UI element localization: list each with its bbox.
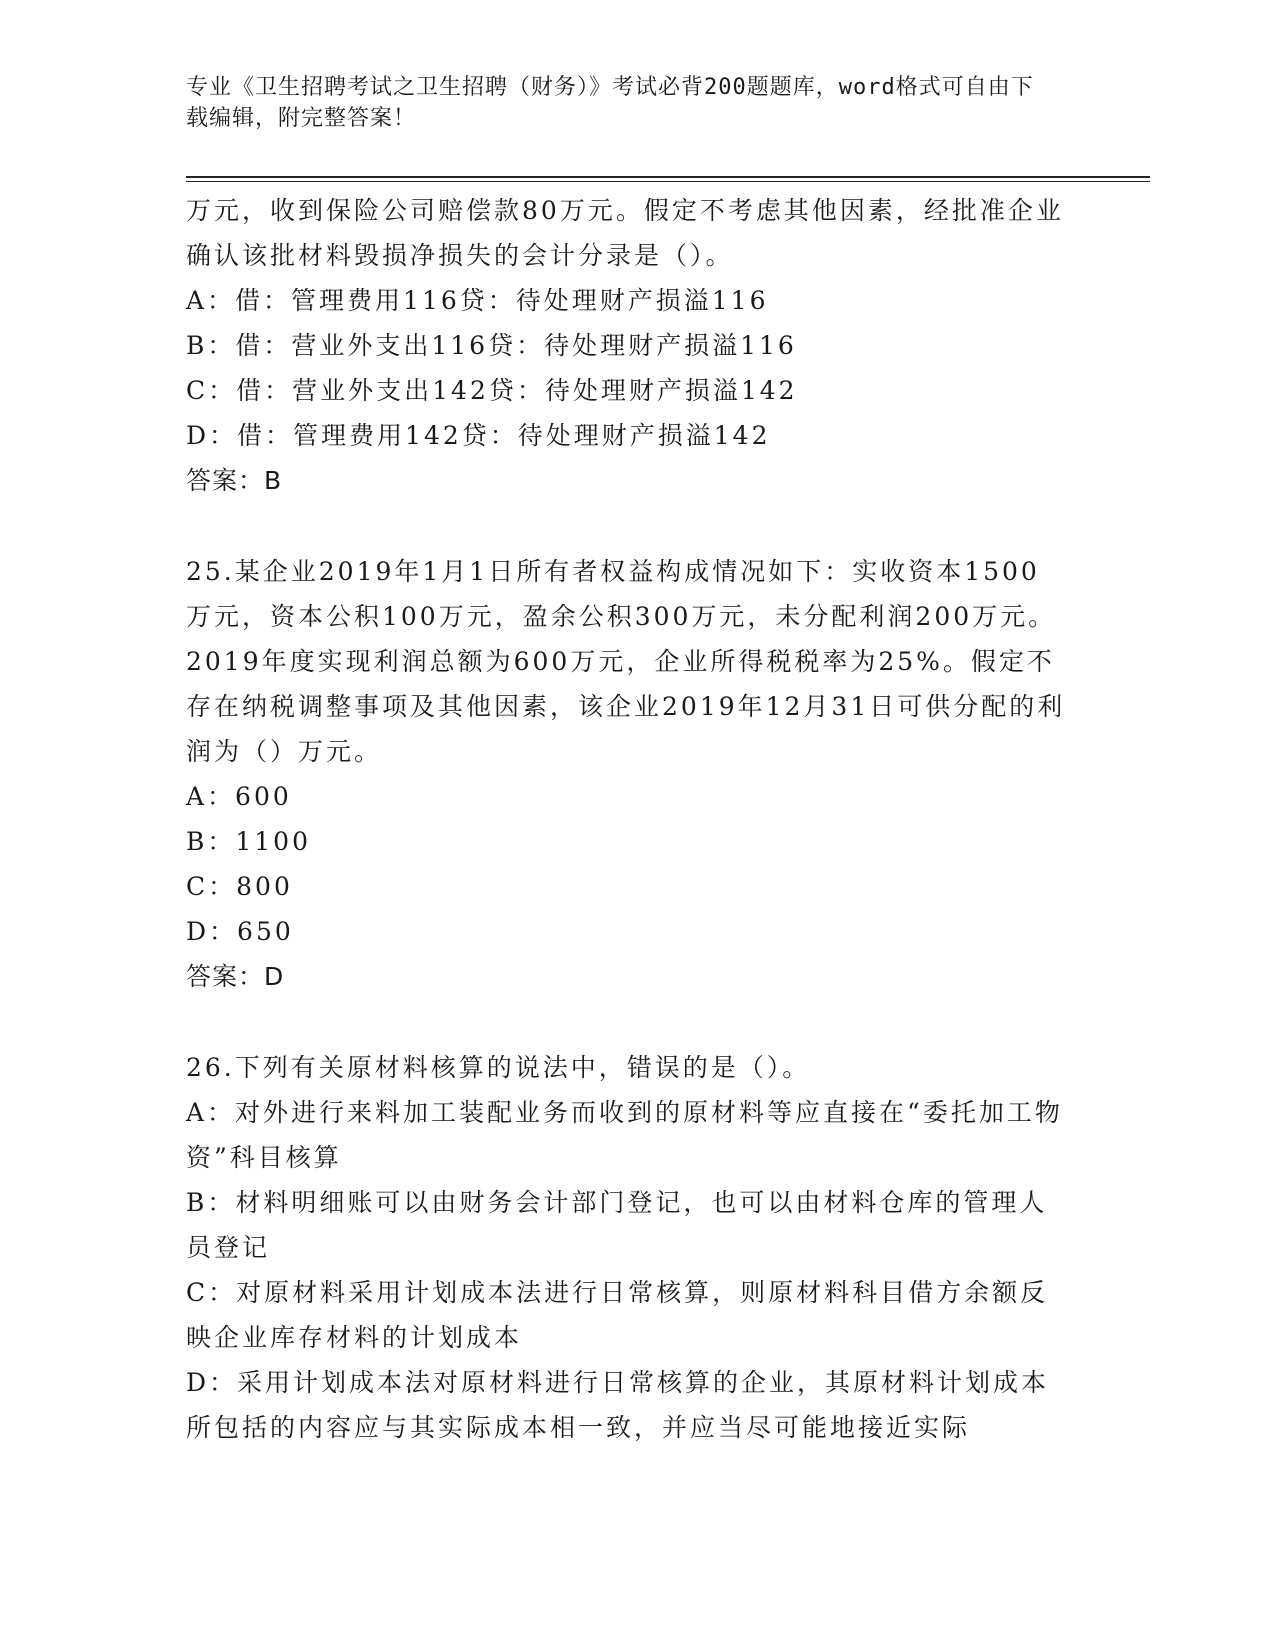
- spacer: [186, 503, 1066, 549]
- option-d: D：650: [186, 917, 294, 946]
- option-a: A：对外进行来料加工装配业务而收到的原材料等应直接在“委托加工物资”科目核算: [186, 1098, 1063, 1172]
- question-continued: [186, 188, 1066, 503]
- question-26: [186, 1045, 1066, 1450]
- header-text: 专业《卫生招聘考试之卫生招聘（财务）》考试必背200题题库，word格式可自由下载编辑，附完整答案！: [186, 75, 1034, 131]
- option-c: C：800: [186, 872, 293, 901]
- option-b: B：借：营业外支出116贷：待处理财产损溢116: [186, 331, 797, 360]
- option-d: D：借：管理费用142贷：待处理财产损溢142: [186, 421, 771, 450]
- option-c: C：借：营业外支出142贷：待处理财产损溢142: [186, 376, 798, 405]
- document-body: [186, 188, 1066, 1450]
- question-stem: 万元，收到保险公司赔偿款80万元。假定不考虑其他因素，经批准企业确认该批材料毁损净损失的会计分录是（）。: [186, 196, 1064, 270]
- option-c: C：对原材料采用计划成本法进行日常核算，则原材料科目借方余额反映企业库存材料的计划成本: [186, 1278, 1049, 1352]
- option-b: B：1100: [186, 827, 311, 856]
- spacer: [186, 999, 1066, 1045]
- header-divider: [186, 176, 1150, 182]
- question-stem: 26.下列有关原材料核算的说法中，错误的是（）。: [186, 1053, 811, 1082]
- question-25: [186, 549, 1066, 999]
- answer-label: 答案：B: [186, 466, 283, 495]
- answer-label: 答案：D: [186, 962, 285, 991]
- option-a: A：600: [186, 782, 292, 811]
- document-header: [186, 72, 1086, 134]
- option-b: B：材料明细账可以由财务会计部门登记，也可以由材料仓库的管理人员登记: [186, 1188, 1048, 1262]
- question-stem: 25.某企业2019年1月1日所有者权益构成情况如下：实收资本1500万元，资本公积100万元，盈余公积300万元，未分配利润200万元。2019年度实现利润总额为600万元，企业所得税税率为25%。假定不存在纳税调整事项及其他因素，该企业2019年12月31日可供分配的利润为（）万元。: [186, 557, 1066, 766]
- option-a: A：借：管理费用116贷：待处理财产损溢116: [186, 286, 769, 315]
- option-d: D：采用计划成本法对原材料进行日常核算的企业，其原材料计划成本所包括的内容应与其实际成本相一致，并应当尽可能地接近实际: [186, 1368, 1050, 1442]
